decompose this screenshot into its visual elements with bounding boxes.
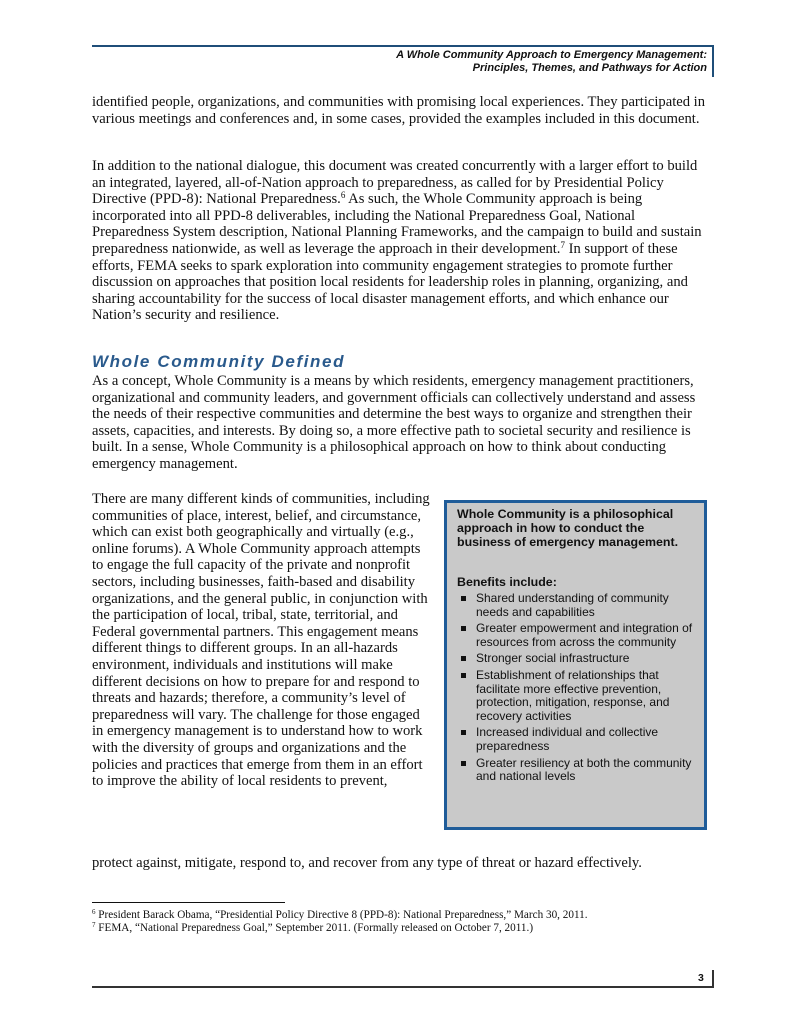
benefit-text: Greater empowerment and integration of resources from across the community (476, 621, 693, 649)
footer-rule (92, 986, 714, 988)
footnote-ref-6[interactable]: 6 (340, 190, 346, 201)
header-rule-vertical (712, 45, 714, 77)
footnote-6 (92, 909, 707, 922)
square-bullet-icon (461, 673, 466, 678)
body-paragraph-4-continued: protect against, mitigate, respond to, and recover from any type of threat or hazard effectively. (92, 855, 642, 871)
benefit-text: Shared understanding of community needs and capabilities (476, 590, 669, 619)
footnotes (92, 909, 707, 935)
running-header (396, 49, 707, 75)
square-bullet-icon (461, 730, 466, 735)
body-paragraph-4: There are many different kinds of communities, including communities of place, interest, belief, and circumstance, which can exist both geographically and virtually (e.g., online forums). A Whole Community approach attempts to engage the full capacity of the private and nonprofit sectors, including businesses, faith-based and disability organizations, and the general public, in conjunction with the participation of local, tribal, state, territorial, and Federal governmental partners. This engagement means different things to different groups. In an all-hazards environment, individuals and institutions will make different decisions on how to prepare for and respond to threats and hazards; therefore, a community’s level of preparedness will vary. The challenge for those engaged in emergency management is to understand how to work with the diversity of groups and organizations and the policies and practices that emerge from them in an effort to improve the ability of local residents to prevent, (92, 491, 430, 790)
page-number: 3 (698, 972, 704, 984)
benefit-item (457, 622, 694, 649)
square-bullet-icon (461, 596, 466, 601)
footnote-ref-7[interactable]: 7 (560, 239, 565, 250)
paragraph-2-text-a: In addition to the national dialogue, this document was created concurrently with a larger effort to build an integrated, layered, all-of-Nation approach to preparedness, as called for by Presidential Policy Directive (PPD-8): National Preparedness. (92, 158, 698, 208)
callout-subtitle: Benefits include: (457, 575, 557, 590)
benefit-item (457, 726, 694, 753)
footnote-text: President Barack Obama, “Presidential Policy Directive 8 (PPD-8): National Preparedness,” March 30, 2011. (98, 909, 588, 921)
section-heading: Whole Community Defined (92, 352, 346, 371)
benefit-text: Stronger social infrastructure (476, 651, 630, 666)
benefit-item (457, 592, 694, 619)
body-paragraph-2 (92, 158, 707, 324)
callout-box (444, 500, 707, 830)
square-bullet-icon (461, 761, 466, 766)
header-rule (92, 45, 714, 47)
footer-rule-vertical (712, 970, 714, 988)
benefits-list (457, 592, 694, 784)
benefit-item (457, 652, 694, 666)
footnote-number: 6 (92, 908, 96, 916)
square-bullet-icon (461, 626, 466, 631)
benefit-item (457, 669, 694, 723)
benefit-text: Establishment of relationships that facilitate more effective prevention, protection, mitigation, response, and recovery activities (476, 667, 670, 723)
footnote-7 (92, 922, 707, 935)
benefit-item (457, 757, 694, 784)
paragraph-2-text-c: In support of these efforts, FEMA seeks to spark exploration into community engagement strategies to promote further discussion on approaches that position local residents for leadership roles in planning, organizing, and sharing accountability for the success of local disaster management efforts, and which enhance our Nation’s security and resilience. (92, 240, 688, 324)
benefit-text: Greater resiliency at both the community and national levels (476, 755, 692, 784)
running-header-line2: Principles, Themes, and Pathways for Action (472, 62, 707, 74)
callout-title: Whole Community is a philosophical approach in how to conduct the business of emergency management. (457, 507, 679, 549)
body-paragraph-3: As a concept, Whole Community is a means by which residents, emergency management practitioners, organizational and community leaders, and government officials can collectively understand and assess the needs of their respective communities and determine the best ways to organize and strengthen their assets, capacities, and interests. By doing so, a more effective path to societal security and resilience is built. In a sense, Whole Community is a philosophical approach on how to think about conducting emergency management. (92, 373, 696, 472)
footnote-text: FEMA, “National Preparedness Goal,” September 2011. (Formally released on October 7, 2011.) (98, 922, 534, 934)
footnote-separator (92, 902, 285, 903)
benefit-text: Increased individual and collective preparedness (476, 725, 659, 753)
running-header-line1: A Whole Community Approach to Emergency Management: (396, 49, 707, 61)
square-bullet-icon (461, 656, 466, 661)
body-paragraph-1: identified people, organizations, and communities with promising local experiences. They participated in various meetings and conferences and, in some cases, provided the examples included in this document. (92, 94, 706, 127)
footnote-number: 7 (92, 921, 96, 929)
paragraph-2-text-b: As such, the Whole Community approach is being incorporated into all PPD-8 deliverables, including the National Preparedness Goal, National Preparedness System description, National Planning Frameworks, and the campaign to build and sustain preparedness nationwide, as well as leverage the approach in their development. (92, 191, 702, 257)
